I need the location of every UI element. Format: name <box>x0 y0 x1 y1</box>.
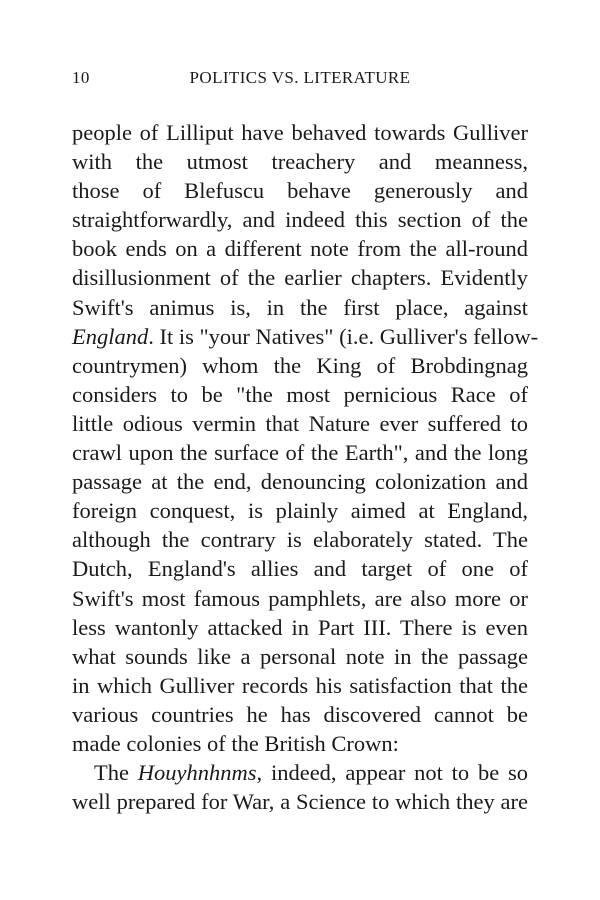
text-line <box>72 351 528 380</box>
text-line <box>72 322 539 351</box>
text-line <box>72 613 528 642</box>
body-text <box>72 118 539 816</box>
text-line <box>72 438 528 467</box>
line-text: Dutch, England's allies and target of one of <box>72 556 528 582</box>
line-text: considers to be "the most pernicious Race of <box>72 381 528 407</box>
line-text: those of Blefuscu behave generously and <box>72 178 528 204</box>
line-text: in which Gulliver records his satisfaction that the <box>72 672 528 698</box>
text-line <box>72 525 528 554</box>
running-head <box>72 68 528 98</box>
line-text: Swift's most famous pamphlets, are also more or <box>72 585 528 611</box>
text-line <box>72 234 528 263</box>
text-line <box>72 642 528 671</box>
text-line <box>72 205 528 234</box>
line-text: made colonies of the British Crown: <box>72 730 399 756</box>
line-text: crawl upon the surface of the Earth", and the long <box>72 440 528 466</box>
line-text: what sounds like a personal note in the passage <box>72 643 528 669</box>
line-text: with the utmost treachery and meanness, <box>72 149 528 175</box>
line-text: people of Lilliput have behaved towards Gulliver <box>72 120 528 145</box>
line-text: although the contrary is elaborately stated. The <box>72 527 528 553</box>
text-line <box>72 263 528 292</box>
text-line <box>72 584 528 613</box>
text-line <box>72 293 528 322</box>
line-prefix: The <box>94 760 138 786</box>
text-line <box>72 380 528 409</box>
line-text: countrymen) whom the King of Brobdingnag <box>72 352 528 378</box>
line-text: , indeed, appear not to be so <box>256 760 528 786</box>
text-line <box>72 467 528 496</box>
line-text: disillusionment of the earlier chapters. Evidently <box>72 265 528 291</box>
page-number: 10 <box>72 68 90 87</box>
text-line <box>72 729 528 758</box>
line-text: foreign conquest, is plainly aimed at England, <box>72 498 528 524</box>
text-line <box>72 147 528 176</box>
line-text: well prepared for War, a Science to which they are <box>72 789 528 815</box>
text-line <box>72 496 528 525</box>
line-text: book ends on a different note from the all-round <box>72 236 528 262</box>
text-line <box>72 118 528 147</box>
text-line <box>72 700 528 729</box>
line-text: passage at the end, denouncing colonization and <box>72 469 528 495</box>
text-line <box>72 554 528 583</box>
italic-text: England <box>72 323 149 349</box>
line-text: straightforwardly, and indeed this section of the <box>72 207 528 233</box>
line-text: little odious vermin that Nature ever suffered to <box>72 410 528 436</box>
line-text: various countries he has discovered cannot be <box>72 701 528 727</box>
line-text: less wantonly attacked in Part III. There is even <box>72 614 528 640</box>
quote-line <box>72 787 528 816</box>
text-line <box>72 671 528 700</box>
line-text: . It is "your Natives" (i.e. Gulliver's fellow- <box>148 323 539 349</box>
italic-text: Houyhnhnms <box>137 760 257 786</box>
running-title: POLITICS VS. LITERATURE <box>189 68 411 87</box>
text-line <box>72 409 528 438</box>
book-page <box>72 68 539 816</box>
quote-line <box>72 758 528 787</box>
line-text: Swift's animus is, in the first place, against <box>72 294 528 320</box>
text-line <box>72 176 528 205</box>
